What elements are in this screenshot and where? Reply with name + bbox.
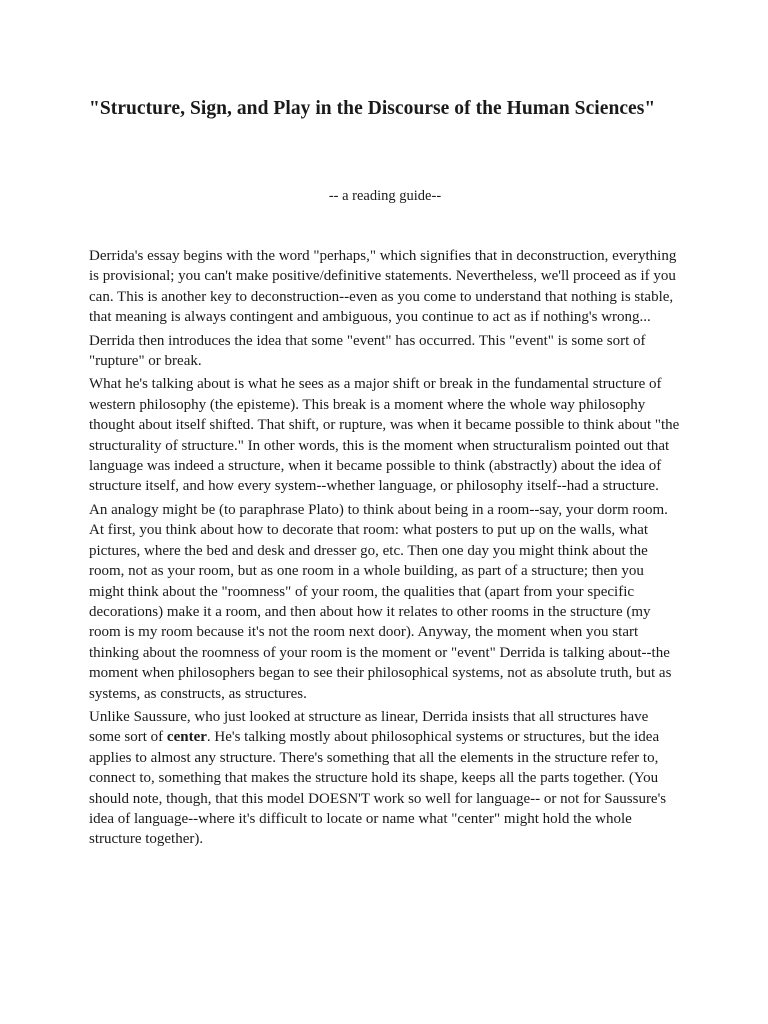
paragraph: What he's talking about is what he sees as a major shift or break in the fundamental structure of western philosophy (the episteme). This break is a moment where the whole way philosophy thought about itself shifted. That shift, or rupture, was when it became possible to think about "the structurality of structure." In other words, this is the moment when structuralism pointed out that language was indeed a structure, when it became possible to think (abstractly) about the idea of structure itself, and how every system--whether language, or philosophy itself--had a structure. bbox=[89, 376, 680, 495]
paragraph: Derrida then introduces the idea that some "event" has occurred. This "event" is some sort of "rupture" or break. bbox=[89, 332, 646, 370]
paragraph-center bbox=[89, 707, 681, 850]
paragraph-text-before: Unlike Saussure, who just looked at structure as linear, Derrida insists that all structures have some sort of bbox=[89, 708, 649, 746]
document-body bbox=[89, 246, 681, 853]
emphasized-term: center bbox=[166, 729, 207, 746]
document-page bbox=[89, 96, 681, 848]
document-title: "Structure, Sign, and Play in the Discourse of the Human Sciences" bbox=[89, 98, 656, 119]
document-subtitle: -- a reading guide-- bbox=[328, 188, 442, 204]
paragraph-text-after: . He's talking mostly about philosophical systems or structures, but the idea applies to almost any structure. There's something that all the elements in the structure refer to, connect to, something that makes the structure hold its shape, keeps all the parts together. (You should note, though, that this model DOESN'T work so well for language-- or not for Saussure's idea of language--where it's difficult to locate or name what "center" might hold the whole structure together). bbox=[89, 729, 667, 848]
paragraph: Derrida's essay begins with the word "perhaps," which signifies that in deconstruction, everything is provisional; you can't make positive/definitive statements. Nevertheless, we'll proceed as if you can. This is another key to deconstruction--even as you come to understand that nothing is stable, that meaning is always contingent and ambiguous, you continue to act as if nothing's wrong... bbox=[89, 248, 677, 326]
paragraph: An analogy might be (to paraphrase Plato) to think about being in a room--say, your dorm room. At first, you think about how to decorate that room: what posters to put up on the walls, what pictures, where the bed and desk and dresser go, etc. Then one day you might think about the room, not as your room, but as one room in a whole building, as part of a structure; then you might think about the "roomness" of your room, the qualities that (apart from your specific decorations) make it a room, and then about how it relates to other rooms in the structure (my room is my room because it's not the room next door). Anyway, the moment when you start thinking about the roomness of your room is the moment or "event" Derrida is talking about--the moment when philosophers began to see their philosophical systems, not as absolute truth, but as systems, as constructs, as structures. bbox=[89, 501, 672, 702]
